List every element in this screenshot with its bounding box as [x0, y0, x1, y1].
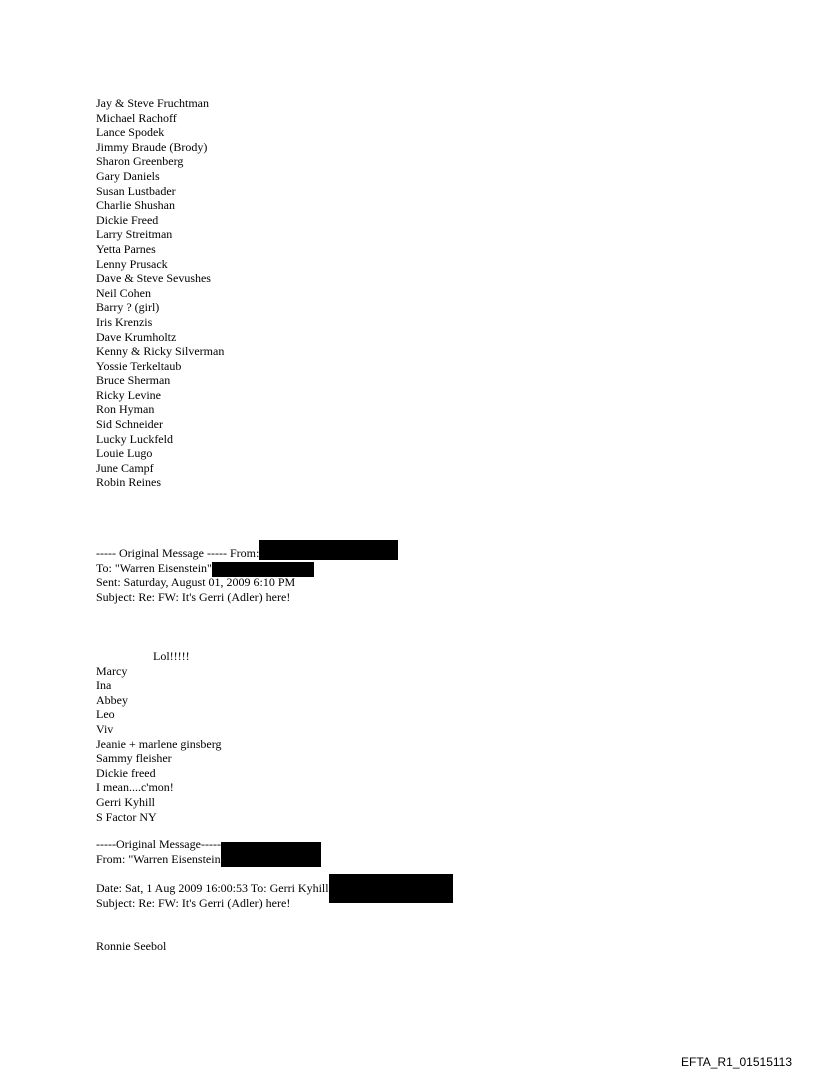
message-header-text: ----- Original Message ----- From: [96, 546, 260, 560]
message-subject-line: Subject: Re: FW: It's Gerri (Adler) here! [96, 895, 291, 910]
message-date-line [96, 881, 453, 896]
list-item: Gerri Kyhill [96, 794, 155, 809]
reply-body [96, 649, 222, 824]
list-item: Gary Daniels [96, 168, 160, 183]
original-message-header-2 [96, 837, 321, 866]
names-list [96, 96, 224, 490]
list-item: Abbey [96, 692, 128, 707]
closing-name: Ronnie Seebol [96, 939, 167, 953]
list-item: June Campf [96, 460, 154, 475]
message-subject-line: Subject: Re: FW: It's Gerri (Adler) here! [96, 589, 291, 604]
list-item: Larry Streitman [96, 227, 173, 242]
original-message-header-1 [96, 546, 398, 604]
list-item: Ricky Levine [96, 387, 161, 402]
redaction-box [329, 874, 453, 903]
list-item: Dickie freed [96, 765, 156, 780]
list-item: Kenny & Ricky Silverman [96, 344, 225, 359]
list-item: Robin Reines [96, 475, 161, 490]
list-item: Dickie Freed [96, 212, 159, 227]
original-message-details-2 [96, 881, 453, 910]
message-to-line [96, 561, 398, 576]
list-item: Lucky Luckfeld [96, 431, 173, 446]
reply-lol-text: Lol!!!!! [153, 649, 190, 663]
message-from-line [96, 546, 398, 561]
list-item: Leo [96, 707, 115, 722]
list-item: Bruce Sherman [96, 373, 171, 388]
list-item: Louie Lugo [96, 446, 153, 461]
list-item: Lenny Prusack [96, 256, 168, 271]
list-item: Yossie Terkeltaub [96, 358, 182, 373]
message-from-text: From: "Warren Eisenstein [96, 851, 221, 866]
message-header-text: -----Original Message----- [96, 837, 221, 851]
document-id-footer: EFTA_R1_01515113 [681, 1055, 792, 1069]
list-item: Neil Cohen [96, 285, 151, 300]
message-to-text: To: "Warren Eisenstein" [96, 560, 212, 575]
list-item: Barry ? (girl) [96, 300, 160, 315]
list-item: I mean....c'mon! [96, 780, 174, 795]
redaction-box [259, 540, 398, 560]
list-item: Iris Krenzis [96, 314, 153, 329]
message-date-text: Date: Sat, 1 Aug 2009 16:00:53 To: Gerri Kyhill [96, 881, 329, 895]
list-item: Sid Schneider [96, 417, 163, 432]
list-item: Jay & Steve Fruchtman [96, 96, 209, 110]
list-item: Marcy [96, 663, 128, 678]
list-item: Yetta Parnes [96, 241, 156, 256]
list-item: Jeanie + marlene ginsberg [96, 736, 222, 751]
list-item: Ina [96, 678, 112, 693]
closing-signature [96, 939, 166, 954]
list-item: Michael Rachoff [96, 110, 177, 125]
list-item: Ron Hyman [96, 402, 155, 417]
list-item: Dave Krumholtz [96, 329, 177, 344]
message-sent-line: Sent: Saturday, August 01, 2009 6:10 PM [96, 575, 296, 590]
list-item: Jimmy Braude (Brody) [96, 139, 208, 154]
list-item: Dave & Steve Sevushes [96, 271, 211, 286]
message-from-line [96, 852, 321, 867]
list-item: Sharon Greenberg [96, 154, 184, 169]
list-item: S Factor NY [96, 809, 157, 824]
list-item: Charlie Shushan [96, 198, 175, 213]
list-item: Susan Lustbader [96, 183, 176, 198]
list-item: Sammy fleisher [96, 751, 172, 766]
redaction-box [221, 842, 321, 867]
list-item: Lance Spodek [96, 125, 165, 140]
list-item: Viv [96, 721, 114, 736]
